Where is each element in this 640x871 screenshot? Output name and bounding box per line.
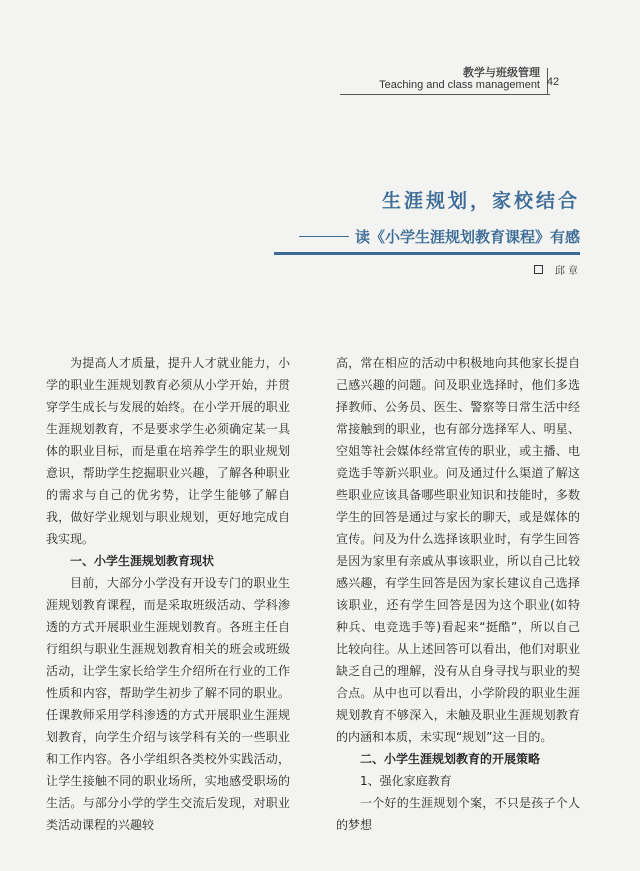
paragraph-intro: 为提高人才质量，提升人才就业能力，小学的职业生涯规划教育必须从小学开始，并贯穿学生成长与发展的始终。在小学开展的职业生涯规划教育，不是要求学生必须确定某一具体的职业目标，而是重在培养学生的职业规划意识，帮助学生挖掘职业兴趣，了解各种职业的需求与自己的优劣势，让学生能够了解自我，做好学业规划与职业规划，更好地完成自我实现。 <box>46 356 290 546</box>
page-number: 42 <box>546 76 560 88</box>
byline <box>534 262 578 277</box>
subtitle-dash <box>299 236 349 237</box>
author-marker-box <box>534 265 543 274</box>
title-underline-bar <box>274 252 580 255</box>
body-column-left <box>46 352 290 836</box>
section-heading-2: 二、小学生涯规划教育的开展策略 <box>360 752 541 766</box>
header-column-title: 教学与班级管理 <box>463 66 540 79</box>
body-column-right <box>336 352 580 836</box>
author-name: 邱 章 <box>554 266 578 277</box>
section-heading-1: 一、小学生涯规划教育现状 <box>70 554 215 568</box>
subsection-heading-1: 1、强化家庭教育 <box>360 774 452 788</box>
running-header <box>340 60 600 100</box>
paragraph-section2: 一个好的生涯规划个案，不只是孩子个人的梦想 <box>336 796 580 832</box>
header-column-title-en: Teaching and class management <box>379 79 540 91</box>
header-rule <box>340 94 550 95</box>
subtitle-row <box>299 224 580 248</box>
paragraph-section1: 目前，大部分小学没有开设专门的职业生涯规划教育课程，而是采取班级活动、学科渗透的方式开展职业生涯规划教育。各班主任自行组织与职业生涯规划教育相关的班会或班级活动，让学生家长给学生介绍所在行业的工作性质和内容，帮助学生初步了解不同的职业。任课教师采用学科渗透的方式开展职业生涯规划教育，向学生介绍与该学科有关的一些职业和工作内容。各小学组织各类校外实践活动，让学生接触不同的职业场所，实地感受职场的生活。与部分小学的学生交流后发现，对职业类活动课程的兴趣较 <box>46 576 290 832</box>
paragraph-continued: 高，常在相应的活动中积极地向其他家长提自己感兴趣的问题。问及职业选择时，他们多选择教师、公务员、医生、警察等日常生活中经常接触到的职业，也有部分选择军人、明星、空姐等社会媒体经常宣传的职业，或主播、电竞选手等新兴职业。问及通过什么渠道了解这些职业应该具备哪些职业知识和技能时，多数学生的回答是通过与家长的聊天，或是媒体的宣传。问及为什么选择该职业时，有学生回答是因为家里有亲戚从事该职业，所以自己比较感兴趣，有学生回答是因为家长建议自己选择该职业，还有学生回答是因为这个职业(如特种兵、电竞选手等)看起来“挺酷”，所以自己比较向往。从上述回答可以看出，他们对职业缺乏自己的理解，没有从自身寻找与职业的契合点。从中也可以看出，小学阶段的职业生涯规划教育不够深入，未触及职业生涯规划教育的内涵和本质，未实现“规划”这一目的。 <box>336 356 580 744</box>
article-title: 生涯规划，家校结合 <box>381 190 580 212</box>
article-subtitle: 读《小学生涯规划教育课程》有感 <box>354 227 580 246</box>
